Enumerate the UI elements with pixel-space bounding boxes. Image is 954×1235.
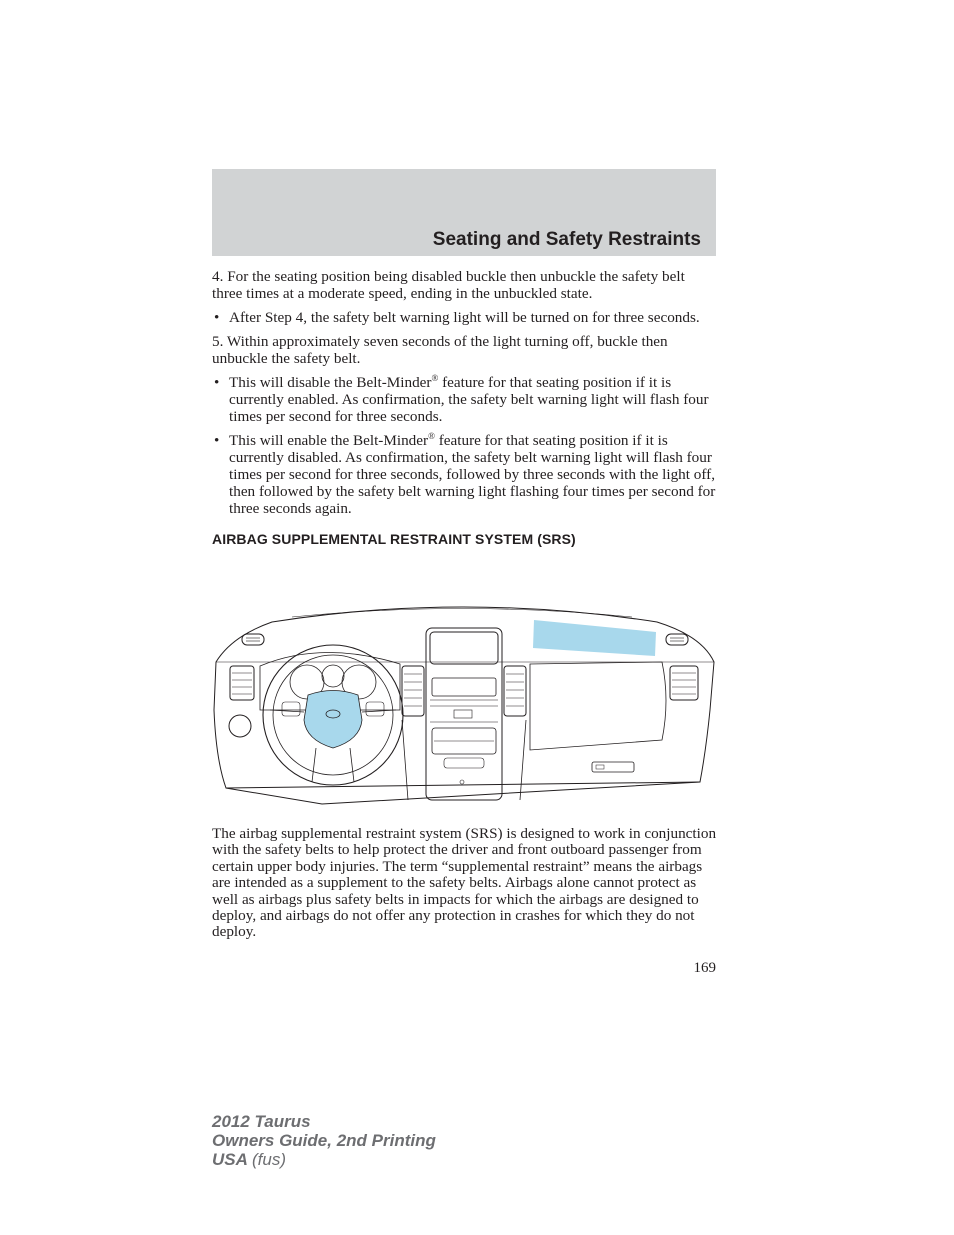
airbag-section-heading: AIRBAG SUPPLEMENTAL RESTRAINT SYSTEM (SRS) (212, 531, 576, 547)
bullet-2-text-start: This will disable the Belt-Minder (229, 374, 432, 391)
headlamp-switch (229, 715, 251, 737)
right-corner-vent (666, 634, 688, 645)
bullet-item (212, 309, 718, 326)
registered-mark: ® (428, 430, 435, 441)
center-stack (426, 628, 502, 800)
section-title: Seating and Safety Restraints (432, 229, 701, 250)
bullet-3-text-start: This will enable the Belt-Minder (229, 432, 429, 449)
page-number: 169 (693, 960, 716, 976)
right-side-vent (670, 666, 698, 700)
bullet-2-text-end: feature for that seating position if it is currently enabled. As confirmation, the safety belt warning light will flash four times per second for three seconds. (229, 374, 709, 425)
center-left-vent (402, 666, 424, 716)
dashboard-illustration (212, 600, 718, 806)
left-side-vent (230, 666, 254, 700)
footer-region: USA (212, 1150, 248, 1169)
bullet-item (212, 432, 718, 517)
instructions (212, 268, 718, 548)
bullet-icon (214, 432, 219, 449)
footer-code: (fus) (252, 1150, 286, 1169)
left-corner-vent (242, 634, 264, 645)
bullet-icon (214, 309, 219, 326)
center-display (430, 632, 498, 664)
center-right-vent (504, 666, 526, 716)
glove-box-handle (592, 762, 634, 772)
bullet-1-text: After Step 4, the safety belt warning light will be turned on for three seconds. (229, 309, 700, 326)
footer-line-2: Owners Guide, 2nd Printing (212, 1131, 436, 1150)
bullet-3-text-end: feature for that seating position if it is currently disabled. As confirmation, the safety belt warning light will flash four times per second for three seconds, followed by three seconds with the light off, then followed by the safety belt warning light flashing four times per second for three seconds again. (229, 432, 716, 517)
passenger-airbag-highlight (533, 620, 656, 656)
step-4-text: 4. For the seating position being disabled buckle then unbuckle the safety belt three times at a moderate speed, ending in the unbuckled state. (212, 268, 685, 302)
airbag-paragraph: The airbag supplemental restraint system (SRS) is designed to work in conjunction with the safety belts to help protect the driver and front outboard passenger from certain upper body injuries. The term “supplemental restraint” means the airbags are intended as a supplement to the safety belts. Airbags alone cannot protect as well as airbags plus safety belts in impacts for which the airbags are designed to deploy, and airbags do not offer any protection in crashes for which they do not deploy. (212, 825, 717, 941)
bullet-item (212, 374, 718, 425)
footer-line-1: 2012 Taurus (212, 1112, 311, 1131)
document-footer (212, 1112, 436, 1169)
bullet-icon (214, 374, 219, 391)
passenger-dash-panel (530, 662, 666, 750)
header-band (212, 169, 716, 256)
driver-airbag-highlight (304, 691, 362, 749)
step-5-text: 5. Within approximately seven seconds of the light turning off, buckle then unbuckle the safety belt. (212, 333, 668, 367)
footer-line-3 (212, 1150, 436, 1169)
registered-mark: ® (431, 372, 439, 383)
